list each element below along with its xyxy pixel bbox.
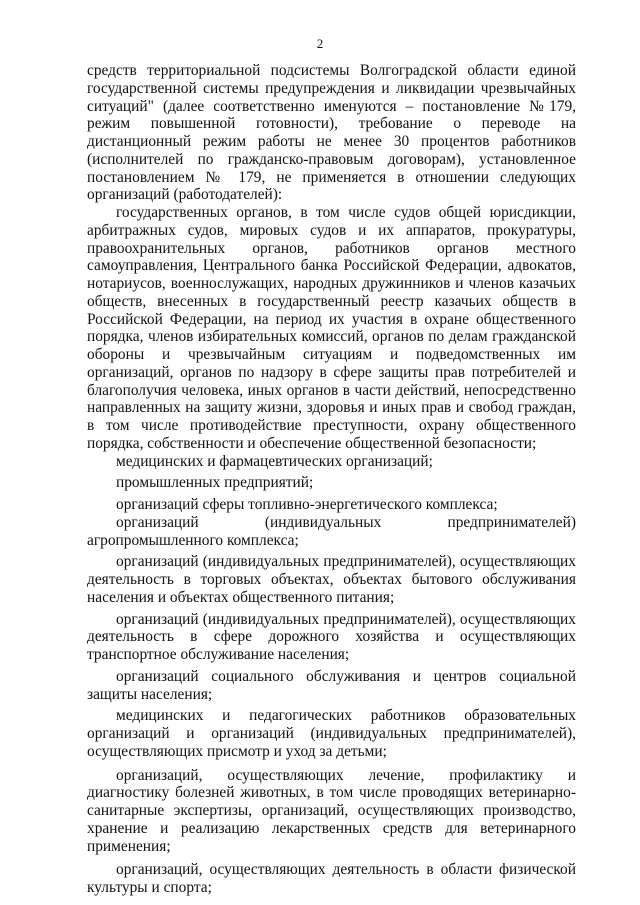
paragraph-veterinary: организаций, осуществляющих лечение, профилактику и диагностику болезней животных, в том числе проводящих ветеринарно-санитарные экспертизы, организаций, осуществляющих производство, хранение и реализацию лекарственных средств для ветеринарного применения; — [87, 766, 576, 855]
paragraph-intro: средств территориальной подсистемы Волгоградской области единой государственной системы предупреждения и ликвидации чрезвычайных ситуаций" (далее соответственно именуются – постановление №179, режим повышенной готовности), требование о переводе на дистанционный режим работы не менее 30 процентов работников (исполнителей по гражданско-правовым договорам), установленное постановлением № 179, не применяется в отношении следующих организаций (работодателей): — [87, 62, 576, 204]
paragraph-sport: организаций, осуществляющих деятельность в области физической культуры и спорта; — [87, 861, 576, 896]
paragraph-medical: медицинских и фармацевтических организаций; — [116, 452, 433, 470]
paragraph-social: организаций социального обслуживания и центров социальной защиты населения; — [87, 667, 576, 703]
paragraph-state-bodies: государственных органов, в том числе судов общей юрисдикции, арбитражных судов, мировых судов и их аппаратов, прокуратуры, правоохранительных органов, работников органов местного самоуправления, Центрального банка Российской Федерации, адвокатов, нотариусов, военнослужащих, народных дружинников и членов казачьих обществ, внесенных в государственный реестр казачьих обществ в Российской Федерации, на период их участия в охране общественного порядка, членов избирательных комиссий, органов по делам гражданской обороны и чрезвычайным ситуациям и подведомственных им организаций, органов по надзору в сфере защиты прав потребителей и благополучия человека, иных органов в части действий, непосредственно направленных на защиту жизни, здоровья и иных прав и свобод граждан, в том числе противодействие преступности, охрану общественного порядка, собственности и обеспечение общественной безопасности; — [87, 204, 576, 452]
paragraph-agro: организаций (индивидуальных предпринимателей) агропромышленного комплекса; — [87, 513, 576, 549]
document-body — [87, 62, 576, 897]
paragraph-industrial: промышленных предприятий; — [116, 474, 314, 492]
paragraph-education: медицинских и педагогических работников образовательных организаций и организаций (индивидуальных предпринимателей), осуществляющих присмотр и уход за детьми; — [87, 707, 576, 760]
paragraph-trade: организаций (индивидуальных предпринимателей), осуществляющих деятельность в торговых объектах, объектах бытового обслуживания населения и объектах общественного питания; — [87, 553, 576, 606]
paragraph-road-transport: организаций (индивидуальных предпринимателей), осуществляющих деятельность в сфере дорожного хозяйства и осуществляющих транспортное обслуживание населения; — [87, 610, 576, 663]
page-number: 2 — [316, 36, 324, 51]
paragraph-fuel-energy: организаций сферы топливно-энергетического комплекса; — [116, 496, 498, 513]
